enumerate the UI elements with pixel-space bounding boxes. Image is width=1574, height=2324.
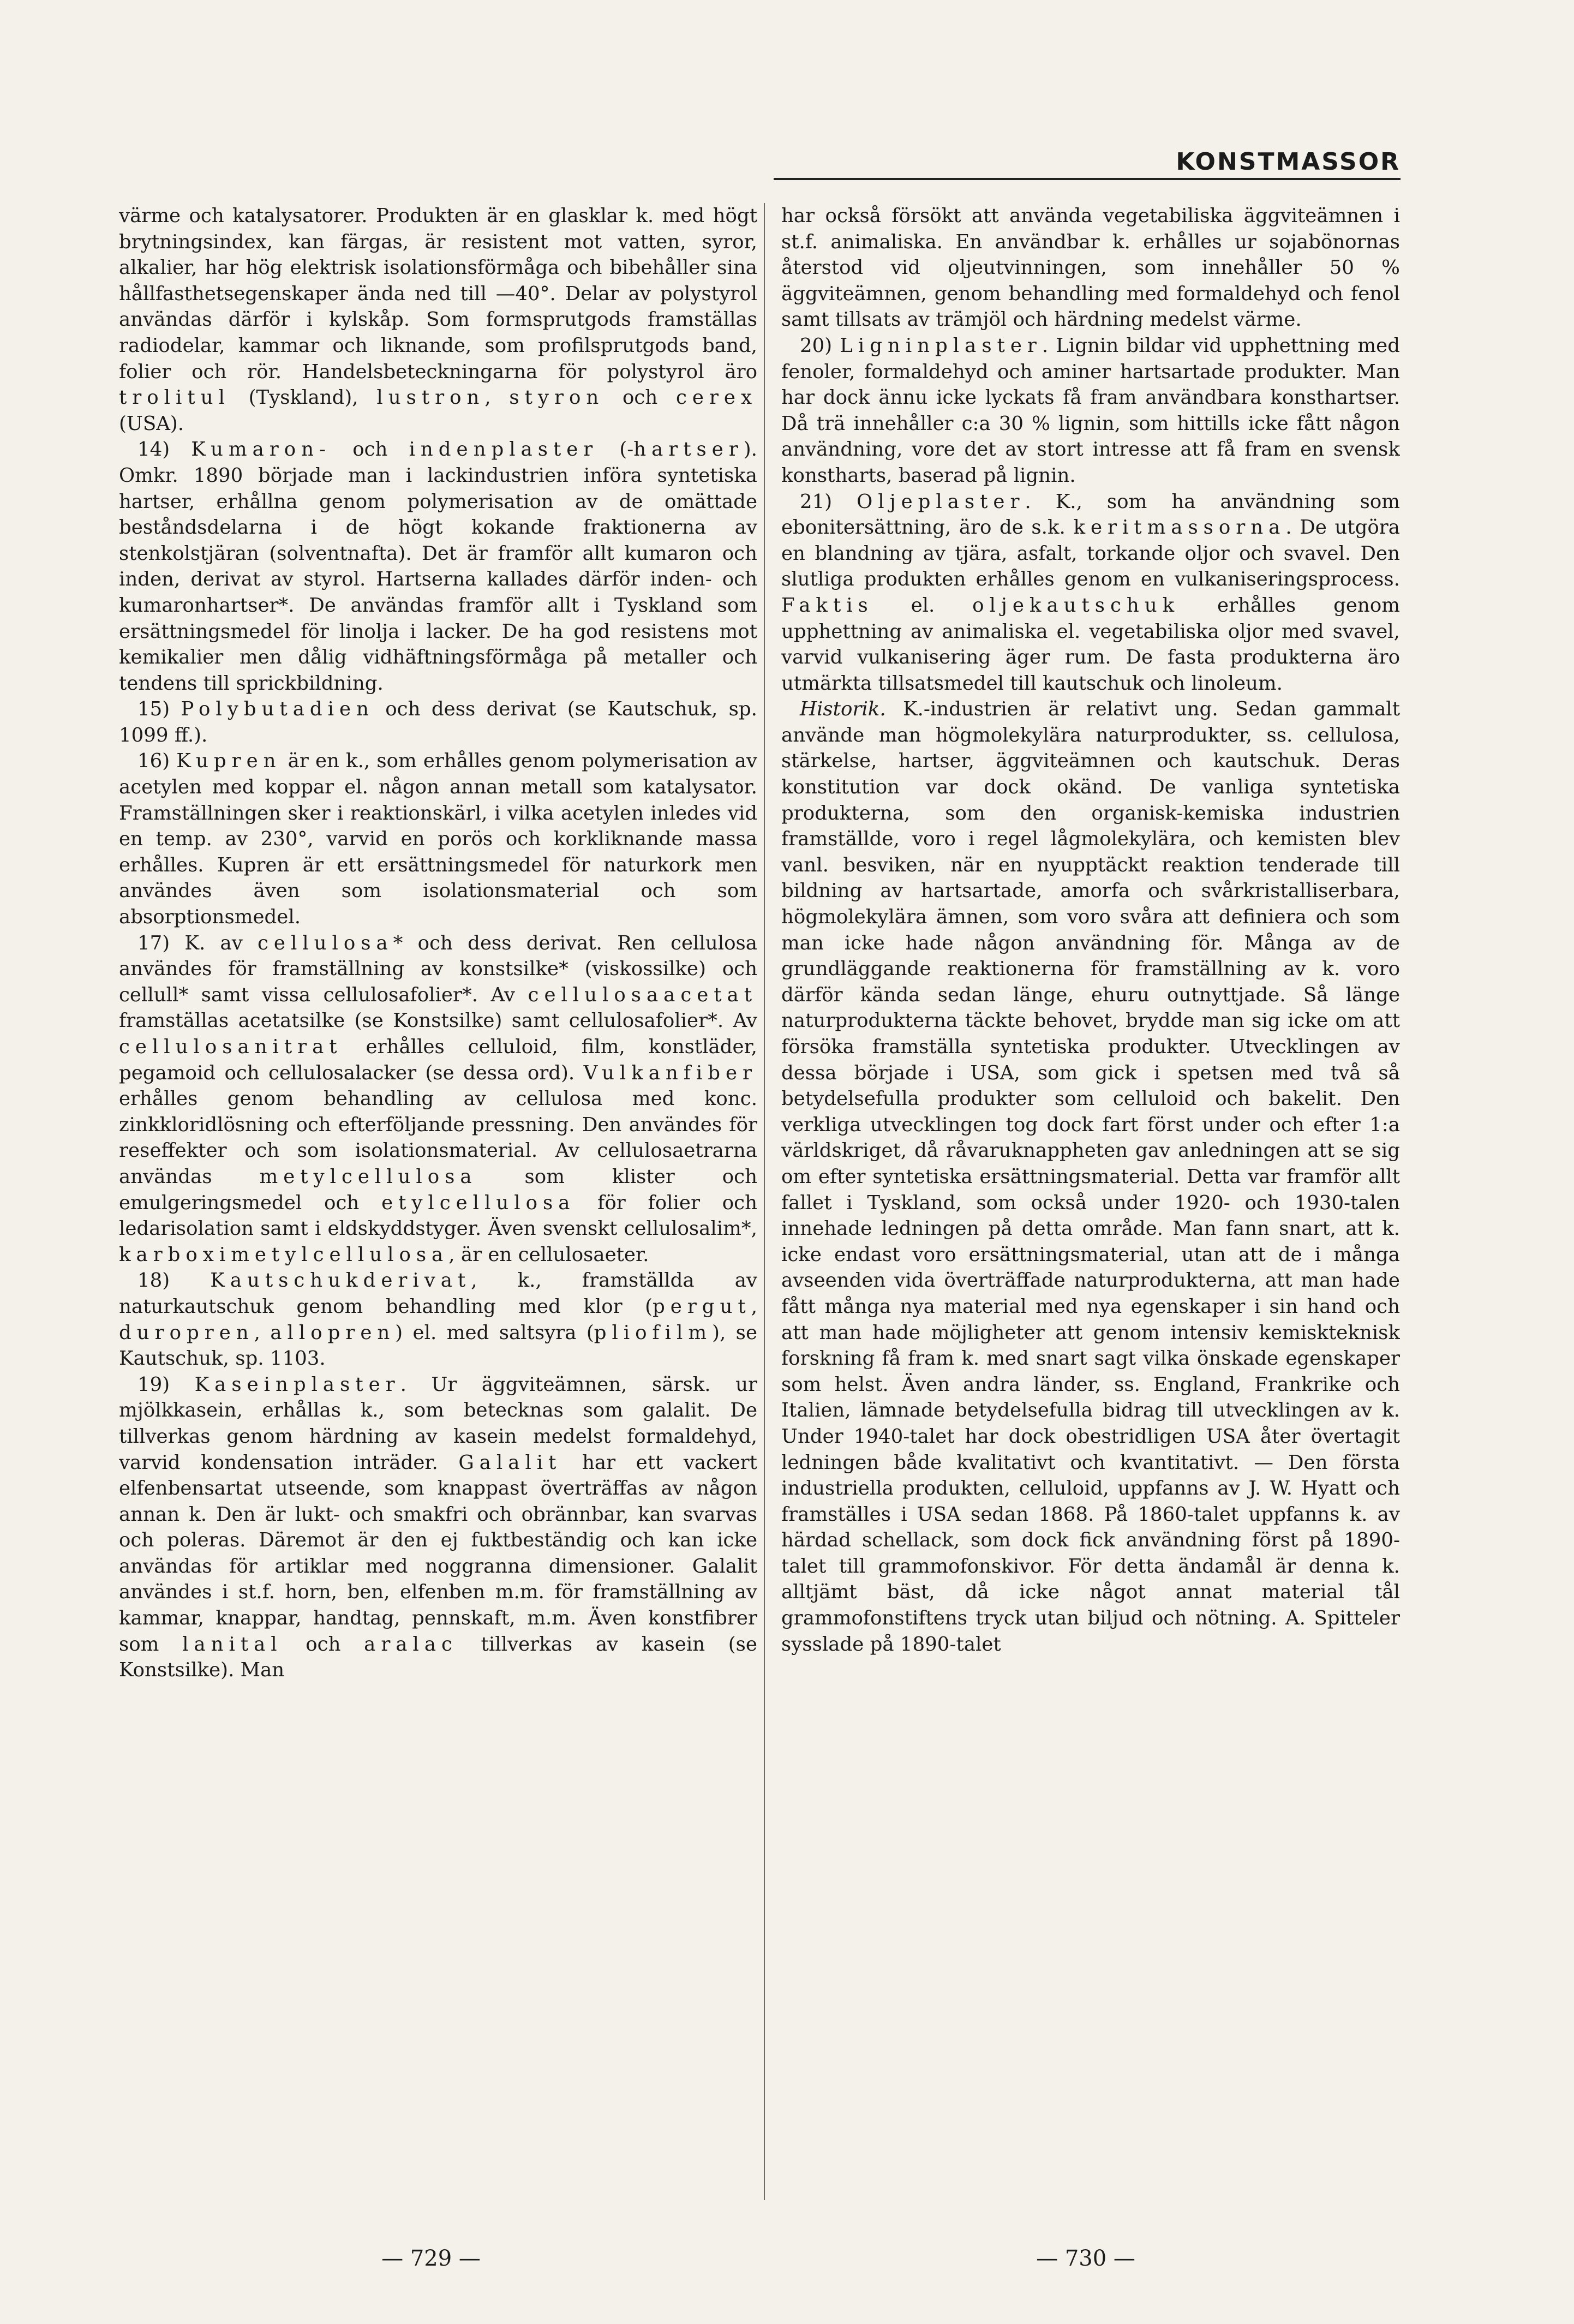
right-column bbox=[781, 203, 1400, 2233]
paragraph-15: 15) Polybutadien och dess derivat (se Kautschuk, sp. 1099 ff.). bbox=[119, 698, 757, 746]
page-number-left: — 729 — bbox=[381, 2246, 481, 2271]
running-head-title: KONSTMASSOR bbox=[1176, 148, 1401, 176]
historik-heading: Historik. bbox=[800, 698, 886, 721]
paragraph-17: 17) K. av cellulosa* och dess derivat. Ren cellulosa användes för framställning av konstsilke* (viskossilke) och cellull* samt vissa cellulosafolier*. Av cellulosaacetat framställas acetatsilke (se Konstsilke) samt cellulosafolier*. Av cellulosanitrat erhålles celluloid, film, konstläder, pegamoid och cellulosalacker (se dessa ord). Vulkanfiber erhålles genom behandling av cellulosa med konc. zinkkloridlösning och efterföljande pressning. Den användes för reseffekter och som isolationsmaterial. Av cellulosaetrarna användas metylcellulosa som klister och emulgeringsmedel och etylcellulosa för folier och ledarisolation samt i eldskyddstyger. Även svenskt cellulosalim*, karboximetylcellulosa, är en cellulosaeter. bbox=[119, 931, 757, 1266]
column-divider bbox=[764, 203, 765, 2200]
paragraph: har också försökt att använda vegetabiliska äggviteämnen i st.f. animaliska. En användbar k. erhålles ur sojabönornas återstod vid oljeutvinningen, som innehåller 50 % äggviteämnen, genom behandling med formaldehyd och fenol samt tillsats av trämjöl och härdning medelst värme. bbox=[781, 205, 1400, 331]
paragraph-18: 18) Kautschukderivat, k., framställda av naturkautschuk genom behandling med klor (pergut, duropren, allopren) el. med saltsyra (pliofilm), se Kautschuk, sp. 1103. bbox=[119, 1269, 757, 1370]
paragraph-19: 19) Kaseinplaster. Ur äggviteämnen, särsk. ur mjölkkasein, erhållas k., som betecknas som galalit. De tillverkas genom härdning av kasein medelst formaldehyd, varvid kondensation inträder. Galalit har ett vackert elfenbensartat utseende, som knappast överträffas av någon annan k. Den är lukt- och smakfri och obrännbar, kan svarvas och poleras. Däremot är den ej fuktbeständig och kan icke användas för artiklar med noggranna dimensioner. Galalit användes i st.f. horn, ben, elfenben m.m. för framställning av kammar, knappar, handtag, pennskaft, m.m. Även konstfibrer som lanital och aralac tillverkas av kasein (se Konstsilke). Man bbox=[119, 1373, 757, 1682]
paragraph-16: 16) Kupren är en k., som erhålles genom polymerisation av acetylen med koppar el. någon annan metall som katalysator. Framställningen sker i reaktionskärl, i vilka acetylen inledes vid en temp. av 230°, varvid en porös och korkliknande massa erhålles. Kupren är ett ersättningsmedel för naturkork men användes även som isolationsmaterial och som absorptionsmedel. bbox=[119, 750, 757, 929]
page-number-right: — 730 — bbox=[1036, 2246, 1135, 2271]
paragraph-21: 21) Oljeplaster. K., som ha användning som ebonitersättning, äro de s.k. keritmassorna. De utgöra en blandning av tjära, asfalt, torkande oljor och svavel. Den slutliga produkten erhålles genom en vulkaniseringsprocess. Faktis el. oljekautschuk erhålles genom upphettning av animaliska el. vegetabiliska oljor med svavel, varvid vulkanisering äger rum. De fasta produkterna äro utmärkta tillsatsmedel till kautschuk och linoleum. bbox=[781, 490, 1400, 695]
paragraph-historik: Historik. K.-industrien är relativt ung. Sedan gammalt använde man högmolekylära naturprodukter, ss. cellulosa, stärkelse, hartser, äggviteämnen och kautschuk. Deras konstitution var dock okänd. De vanliga syntetiska produkterna, som den organisk-kemiska industrien framställde, voro i regel lågmolekylära, och kemisten blev vanl. besviken, när en nyupptäckt reaktion tenderade till bildning av hartsartade, amorfa och svårkristalliserbara, högmolekylära ämnen, som voro svåra att definiera och som man icke hade någon användning för. Många av de grundläggande reaktionerna för framställning av k. voro därför kända sedan länge, ehuru outnyttjade. Så länge naturprodukterna täckte behovet, brydde man sig icke om att försöka framställa syntetiska produkter. Utvecklingen av dessa började i USA, som gick i spetsen med två så betydelsefulla produkter som celluloid och bakelit. Den verkliga utvecklingen tog dock fart först under och efter 1:a världskriget, då råvaruknappheten gav anledningen att se sig om efter syntetiska ersättningsmaterial. Detta var framför allt fallet i Tyskland, som också under 1920- och 1930-talen innehade ledningen på detta område. Man fann snart, att k. icke endast voro ersättningsmaterial, utan att de i många avseenden vida överträffade naturprodukterna, att man hade fått många nya material med nya egenskaper i sin hand och att man hade möjligheter att genom intensiv kemiskteknisk forskning få fram k. med snart sagt vilka önskade egenskaper som helst. Även andra länder, ss. England, Frankrike och Italien, lämnade betydelsefulla bidrag till utvecklingen av k. Under 1940-talet har dock obestridligen USA åter övertagit ledningen både kvalitativt och kvantitativt. — Den första industriella produkten, celluloid, uppfanns av J. W. Hyatt och framställes i USA sedan 1868. På 1860-talet uppfanns k. av härdad schellack, som dock fick användning först på 1890-talet till grammofonskivor. För detta ändamål är denna k. alltjämt bäst, då icke något annat material tål grammofonstiftens tryck utan biljud och nötning. A. Spitteler sysslade på 1890-talet bbox=[781, 698, 1400, 1656]
paragraph-14: 14) Kumaron- och indenplaster (-hartser). Omkr. 1890 började man i lackindustrien införa syntetiska hartser, erhållna genom polymerisation av de omättade beståndsdelarna i de högt kokande fraktionerna av stenkolstjäran (solventnafta). Det är framför allt kumaron och inden, derivat av styrol. Hartserna kallades därför inden- och kumaronhartser*. De användas framför allt i Tyskland som ersättningsmedel för linolja i lacker. De ha god resistens mot kemikalier men dålig vidhäftningsförmåga på metaller och tendens till sprickbildning. bbox=[119, 438, 757, 695]
paragraph-20: 20) Ligninplaster. Lignin bildar vid upphettning med fenoler, formaldehyd och aminer hartsartade produkter. Man har dock ännu icke lyckats få fram användbara konsthartser. Då trä innehåller c:a 30 % lignin, som hittills icke fått någon användning, vore det av stort intresse att få fram en svensk konstharts, baserad på lignin. bbox=[781, 334, 1400, 487]
paragraph: värme och katalysatorer. Produkten är en glasklar k. med högt brytningsindex, kan färgas, är resistent mot vatten, syror, alkalier, har hög elektrisk isolationsförmåga och bibehåller sina hållfasthetsegenskaper ända ned till —40°. Delar av polystyrol användas därför i kylskåp. Som formsprutgods framställas radiodelar, kammar och liknande, som profilsprutgods band, folier och rör. Handelsbeteckningarna för polystyrol äro trolitul (Tyskland), lustron, styron och cerex (USA). bbox=[119, 205, 757, 435]
page-header bbox=[774, 146, 1401, 180]
left-column bbox=[119, 203, 757, 2233]
